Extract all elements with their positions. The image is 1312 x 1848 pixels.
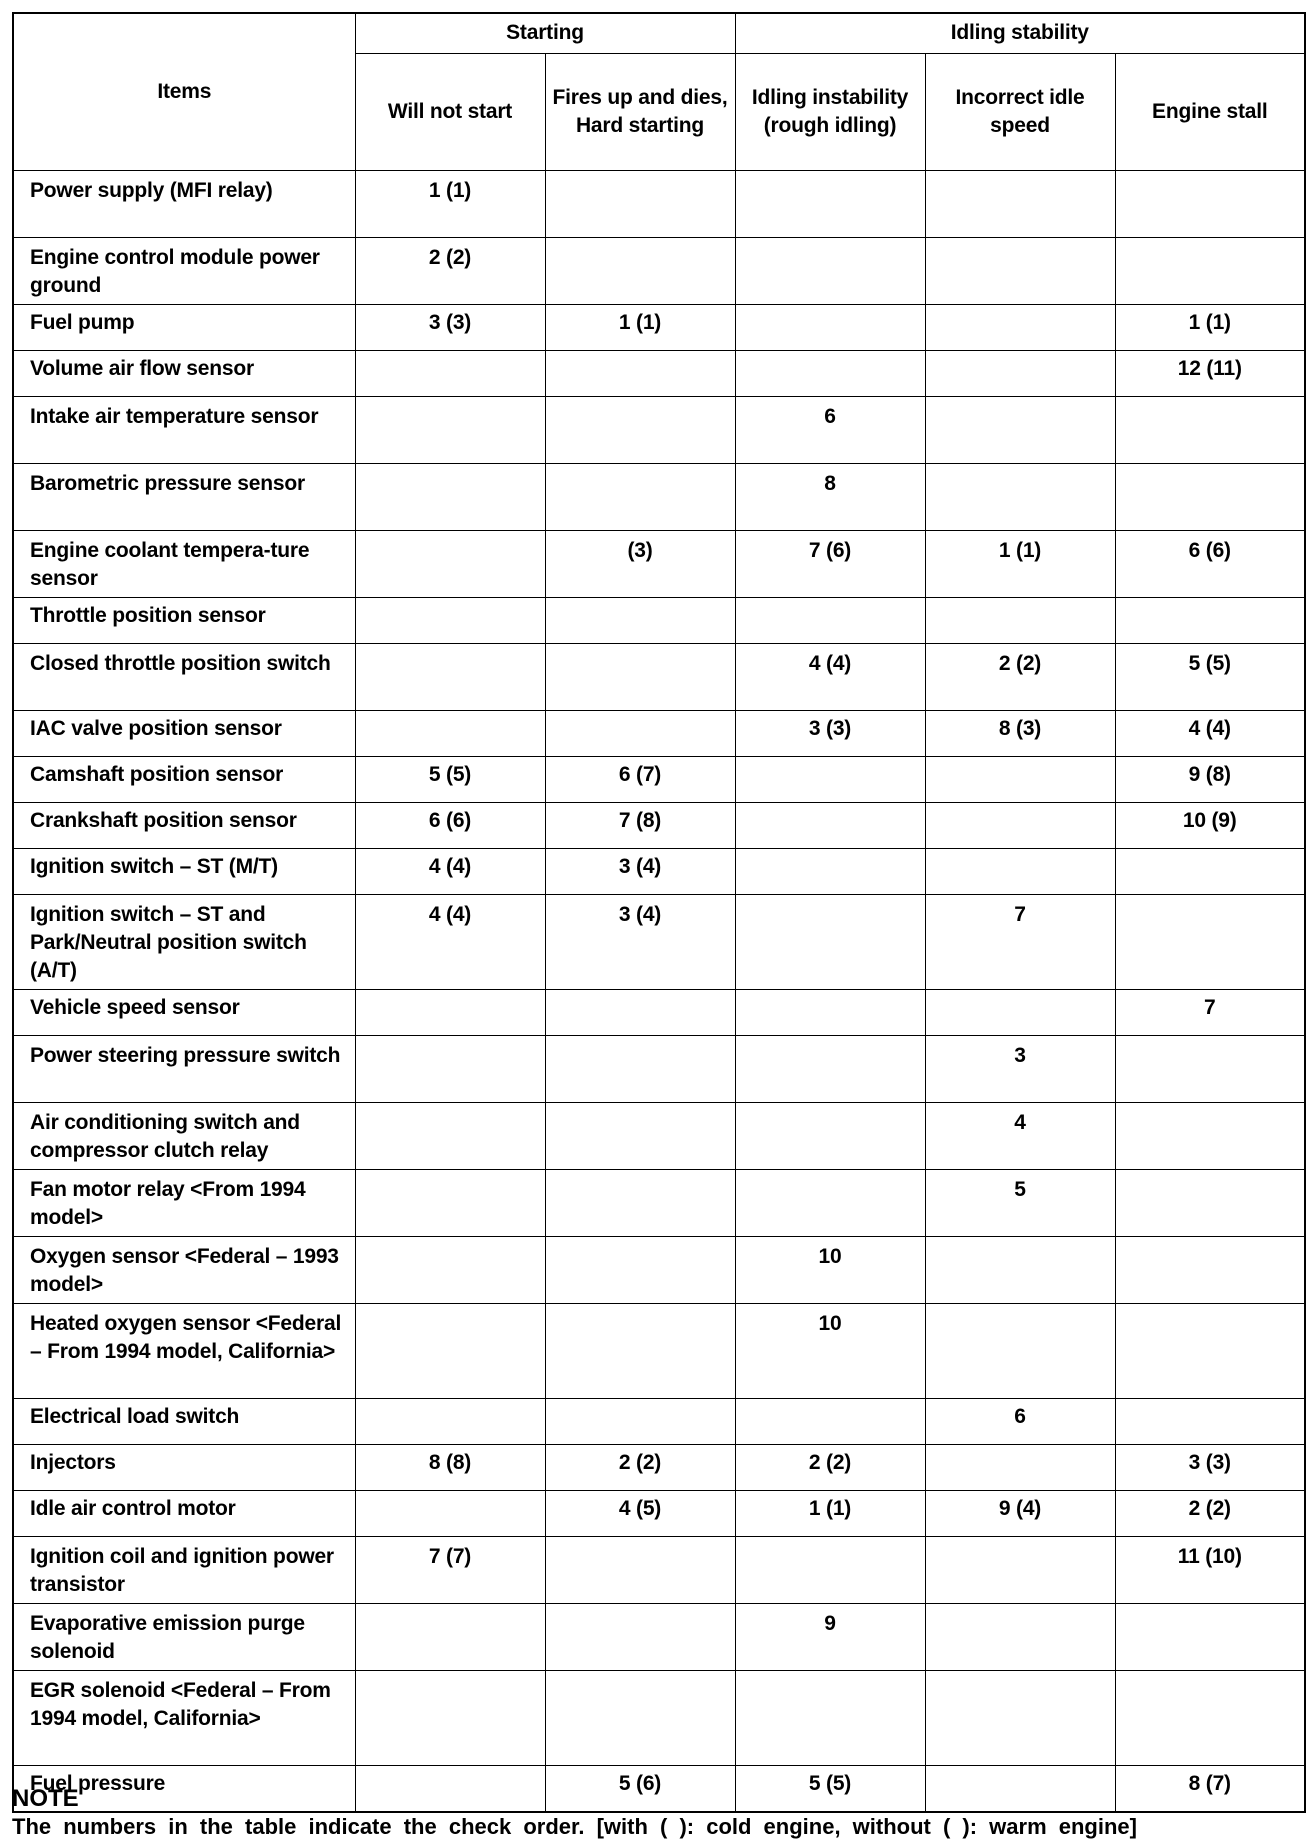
check-order-cell: 1 (1) <box>1115 304 1305 350</box>
check-order-cell: 6 (7) <box>545 756 735 802</box>
check-order-cell <box>735 756 925 802</box>
check-order-cell: 1 (1) <box>545 304 735 350</box>
check-order-cell: 2 (2) <box>1115 1490 1305 1536</box>
row-item-label: Injectors <box>13 1444 355 1490</box>
table-row <box>13 597 1305 643</box>
table-row <box>13 756 1305 802</box>
row-item-label: Oxygen sensor <Federal – 1993 model> <box>13 1236 355 1303</box>
row-item-label: Heated oxygen sensor <Federal – From 1994 model, California> <box>13 1303 355 1398</box>
table-row <box>13 802 1305 848</box>
check-order-cell <box>1115 1603 1305 1670</box>
table-row <box>13 1670 1305 1765</box>
note-title: NOTE <box>12 1785 79 1812</box>
check-order-cell: 7 (7) <box>355 1536 545 1603</box>
check-order-cell: 10 <box>735 1303 925 1398</box>
check-order-cell <box>735 350 925 396</box>
check-order-cell <box>545 463 735 530</box>
check-order-cell: 5 <box>925 1169 1115 1236</box>
check-order-cell: 8 <box>735 463 925 530</box>
check-order-cell: 6 <box>925 1398 1115 1444</box>
check-order-cell <box>925 237 1115 304</box>
row-item-label: Intake air temperature sensor <box>13 396 355 463</box>
check-order-cell <box>925 802 1115 848</box>
check-order-cell: 12 (11) <box>1115 350 1305 396</box>
check-order-cell <box>735 237 925 304</box>
check-order-cell <box>545 1035 735 1102</box>
note-text: The numbers in the table indicate the check order. [with ( ): cold engine, without ( ): warm engine] <box>12 1814 1137 1839</box>
check-order-cell <box>545 989 735 1035</box>
note-block <box>12 1786 1304 1842</box>
check-order-cell <box>735 304 925 350</box>
diagnosis-table <box>12 12 1306 1813</box>
header-group-idling-stability: Idling stability <box>735 13 1305 53</box>
check-order-cell <box>545 643 735 710</box>
check-order-cell <box>355 1670 545 1765</box>
row-item-label: Closed throttle position switch <box>13 643 355 710</box>
check-order-cell <box>735 1102 925 1169</box>
check-order-cell <box>735 170 925 237</box>
check-order-cell: 1 (1) <box>355 170 545 237</box>
check-order-cell <box>735 989 925 1035</box>
check-order-cell: 6 (6) <box>1115 530 1305 597</box>
check-order-cell <box>545 1169 735 1236</box>
check-order-cell <box>735 1398 925 1444</box>
check-order-cell <box>735 597 925 643</box>
check-order-cell <box>1115 597 1305 643</box>
table-row <box>13 1398 1305 1444</box>
check-order-cell: 8 (7) <box>1115 1765 1305 1812</box>
check-order-cell <box>735 1670 925 1765</box>
table-row <box>13 1102 1305 1169</box>
check-order-cell <box>355 989 545 1035</box>
check-order-cell <box>1115 237 1305 304</box>
check-order-cell <box>1115 1035 1305 1102</box>
check-order-cell: 5 (6) <box>545 1765 735 1812</box>
header-items: Items <box>13 13 355 170</box>
row-item-label: Engine coolant tempera-ture sensor <box>13 530 355 597</box>
check-order-cell <box>545 597 735 643</box>
table-row <box>13 1303 1305 1398</box>
check-order-cell <box>925 350 1115 396</box>
row-item-label: Power supply (MFI relay) <box>13 170 355 237</box>
row-item-label: Vehicle speed sensor <box>13 989 355 1035</box>
row-item-label: EGR solenoid <Federal – From 1994 model, California> <box>13 1670 355 1765</box>
check-order-cell: 1 (1) <box>735 1490 925 1536</box>
check-order-cell <box>925 1536 1115 1603</box>
table-row <box>13 1169 1305 1236</box>
row-item-label: Engine control module power ground <box>13 237 355 304</box>
check-order-cell <box>355 1398 545 1444</box>
check-order-cell <box>1115 848 1305 894</box>
check-order-cell: 3 (3) <box>1115 1444 1305 1490</box>
check-order-cell: 7 (6) <box>735 530 925 597</box>
check-order-cell: 3 (3) <box>735 710 925 756</box>
check-order-cell <box>355 1035 545 1102</box>
table-row <box>13 1490 1305 1536</box>
check-order-cell: 4 (4) <box>1115 710 1305 756</box>
table-row <box>13 1536 1305 1603</box>
check-order-cell: 7 <box>1115 989 1305 1035</box>
check-order-cell: 9 (8) <box>1115 756 1305 802</box>
row-item-label: IAC valve position sensor <box>13 710 355 756</box>
header-engine-stall: Engine stall <box>1115 53 1305 170</box>
table-row <box>13 170 1305 237</box>
row-item-label: Evaporative emission purge solenoid <box>13 1603 355 1670</box>
check-order-cell <box>925 597 1115 643</box>
check-order-cell: 4 <box>925 1102 1115 1169</box>
check-order-cell: 4 (4) <box>355 894 545 989</box>
check-order-cell <box>1115 1169 1305 1236</box>
check-order-cell <box>735 1536 925 1603</box>
row-item-label: Air conditioning switch and compressor clutch relay <box>13 1102 355 1169</box>
check-order-cell: 2 (2) <box>545 1444 735 1490</box>
check-order-cell <box>545 1303 735 1398</box>
check-order-cell: 3 (4) <box>545 894 735 989</box>
check-order-cell <box>925 1670 1115 1765</box>
check-order-cell <box>925 1236 1115 1303</box>
check-order-cell <box>735 1035 925 1102</box>
row-item-label: Throttle position sensor <box>13 597 355 643</box>
row-item-label: Ignition coil and ignition power transistor <box>13 1536 355 1603</box>
check-order-cell: 7 <box>925 894 1115 989</box>
check-order-cell <box>355 1236 545 1303</box>
row-item-label: Fan motor relay <From 1994 model> <box>13 1169 355 1236</box>
check-order-cell: 2 (2) <box>925 643 1115 710</box>
check-order-cell <box>355 530 545 597</box>
check-order-cell <box>925 304 1115 350</box>
table-row <box>13 350 1305 396</box>
check-order-cell <box>735 894 925 989</box>
check-order-cell: 6 <box>735 396 925 463</box>
header-idling-instability: Idling instability (rough idling) <box>735 53 925 170</box>
check-order-cell: 4 (4) <box>355 848 545 894</box>
check-order-cell <box>545 1398 735 1444</box>
check-order-cell <box>1115 894 1305 989</box>
check-order-cell <box>925 1603 1115 1670</box>
check-order-cell <box>1115 463 1305 530</box>
check-order-cell <box>545 170 735 237</box>
row-item-label: Ignition switch – ST (M/T) <box>13 848 355 894</box>
row-item-label: Electrical load switch <box>13 1398 355 1444</box>
table-row <box>13 1236 1305 1303</box>
table-row <box>13 710 1305 756</box>
check-order-cell <box>545 1536 735 1603</box>
check-order-cell <box>1115 1398 1305 1444</box>
check-order-cell <box>925 989 1115 1035</box>
check-order-cell <box>355 396 545 463</box>
check-order-cell: 11 (10) <box>1115 1536 1305 1603</box>
header-will-not-start: Will not start <box>355 53 545 170</box>
table-row <box>13 848 1305 894</box>
check-order-cell <box>735 1169 925 1236</box>
check-order-cell <box>355 597 545 643</box>
table-body <box>13 170 1305 1812</box>
check-order-cell <box>925 170 1115 237</box>
table-row <box>13 1603 1305 1670</box>
header-group-starting: Starting <box>355 13 735 53</box>
check-order-cell <box>355 1169 545 1236</box>
check-order-cell <box>355 350 545 396</box>
check-order-cell <box>355 1102 545 1169</box>
check-order-cell <box>545 710 735 756</box>
check-order-cell: 8 (8) <box>355 1444 545 1490</box>
check-order-cell <box>925 848 1115 894</box>
check-order-cell: 3 (4) <box>545 848 735 894</box>
row-item-label: Fuel pressure <box>13 1765 355 1812</box>
table-row <box>13 894 1305 989</box>
check-order-cell <box>355 1303 545 1398</box>
check-order-cell: (3) <box>545 530 735 597</box>
row-item-label: Volume air flow sensor <box>13 350 355 396</box>
table-row <box>13 237 1305 304</box>
table-row <box>13 396 1305 463</box>
row-item-label: Barometric pressure sensor <box>13 463 355 530</box>
diagnosis-table-sheet <box>12 12 1304 1813</box>
check-order-cell: 7 (8) <box>545 802 735 848</box>
table-row <box>13 1035 1305 1102</box>
table-row <box>13 304 1305 350</box>
table-row <box>13 643 1305 710</box>
check-order-cell <box>355 1603 545 1670</box>
check-order-cell <box>1115 1303 1305 1398</box>
check-order-cell: 5 (5) <box>735 1765 925 1812</box>
check-order-cell <box>925 396 1115 463</box>
check-order-cell: 4 (5) <box>545 1490 735 1536</box>
check-order-cell <box>925 1444 1115 1490</box>
check-order-cell: 9 (4) <box>925 1490 1115 1536</box>
check-order-cell: 9 <box>735 1603 925 1670</box>
row-item-label: Camshaft position sensor <box>13 756 355 802</box>
table-row <box>13 989 1305 1035</box>
check-order-cell <box>545 396 735 463</box>
check-order-cell: 3 <box>925 1035 1115 1102</box>
check-order-cell <box>1115 1670 1305 1765</box>
check-order-cell <box>355 463 545 530</box>
check-order-cell <box>925 463 1115 530</box>
check-order-cell <box>545 1603 735 1670</box>
table-row <box>13 463 1305 530</box>
table-row <box>13 530 1305 597</box>
check-order-cell: 3 (3) <box>355 304 545 350</box>
check-order-cell: 8 (3) <box>925 710 1115 756</box>
header-incorrect-idle-speed: Incorrect idle speed <box>925 53 1115 170</box>
check-order-cell: 1 (1) <box>925 530 1115 597</box>
check-order-cell: 5 (5) <box>355 756 545 802</box>
check-order-cell <box>925 756 1115 802</box>
check-order-cell <box>355 1490 545 1536</box>
row-item-label: Fuel pump <box>13 304 355 350</box>
table-row <box>13 1444 1305 1490</box>
check-order-cell <box>1115 1102 1305 1169</box>
row-item-label: Crankshaft position sensor <box>13 802 355 848</box>
check-order-cell <box>1115 396 1305 463</box>
row-item-label: Power steering pressure switch <box>13 1035 355 1102</box>
check-order-cell <box>545 1236 735 1303</box>
check-order-cell <box>545 1670 735 1765</box>
header-fires-up-and-dies: Fires up and dies, Hard starting <box>545 53 735 170</box>
check-order-cell: 5 (5) <box>1115 643 1305 710</box>
check-order-cell <box>545 350 735 396</box>
check-order-cell <box>1115 170 1305 237</box>
row-item-label: Ignition switch – ST and Park/Neutral position switch (A/T) <box>13 894 355 989</box>
check-order-cell <box>545 237 735 304</box>
check-order-cell <box>355 710 545 756</box>
check-order-cell: 4 (4) <box>735 643 925 710</box>
check-order-cell <box>735 848 925 894</box>
check-order-cell: 10 <box>735 1236 925 1303</box>
check-order-cell: 2 (2) <box>735 1444 925 1490</box>
check-order-cell: 2 (2) <box>355 237 545 304</box>
check-order-cell <box>355 643 545 710</box>
check-order-cell <box>735 802 925 848</box>
check-order-cell <box>1115 1236 1305 1303</box>
check-order-cell: 10 (9) <box>1115 802 1305 848</box>
check-order-cell <box>925 1303 1115 1398</box>
check-order-cell: 6 (6) <box>355 802 545 848</box>
row-item-label: Idle air control motor <box>13 1490 355 1536</box>
check-order-cell <box>545 1102 735 1169</box>
